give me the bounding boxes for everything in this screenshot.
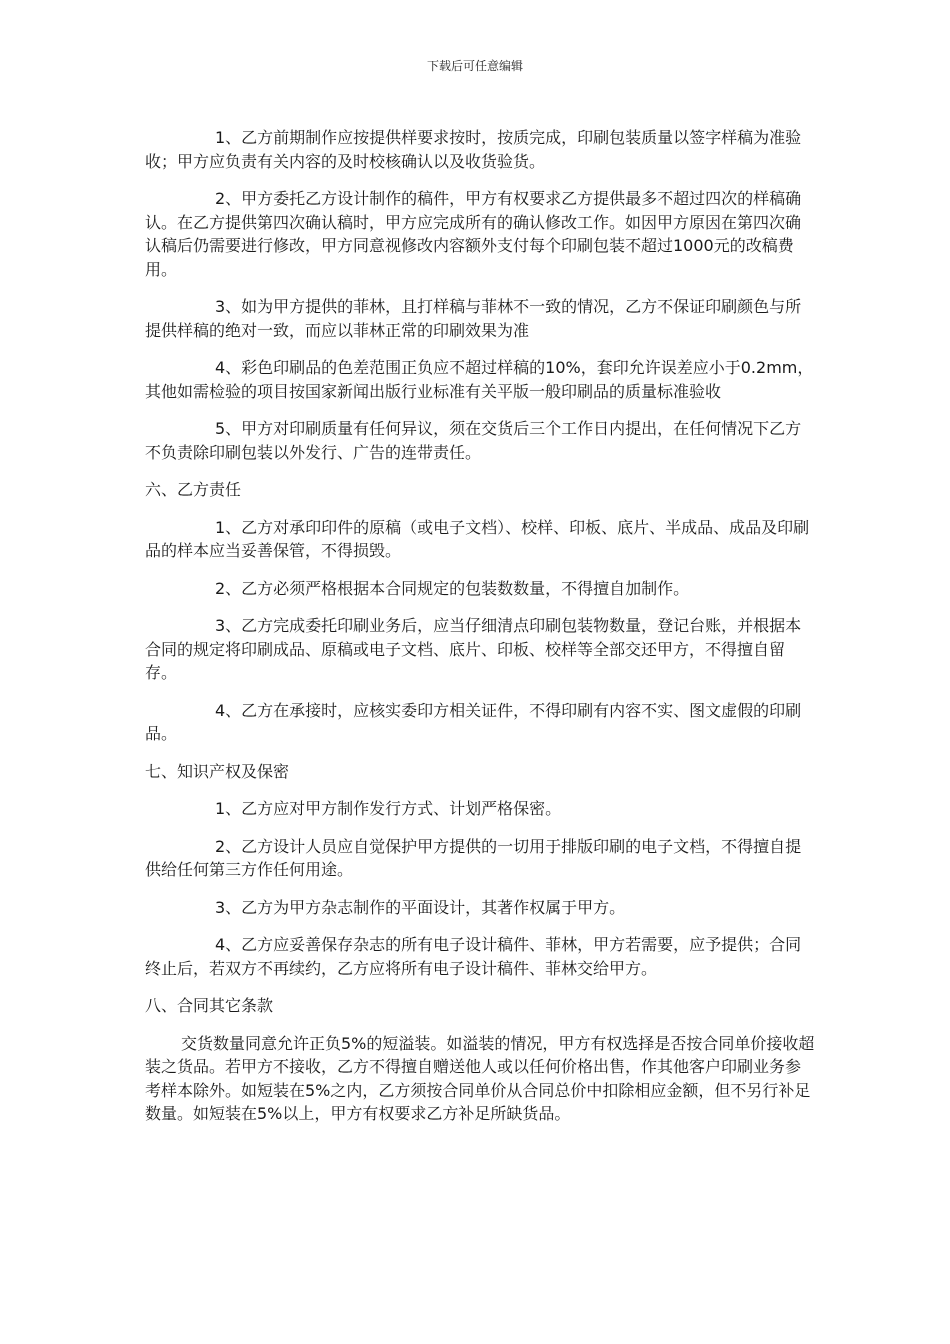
document-body: [145, 126, 815, 1140]
paragraph: 1、乙方对承印印件的原稿（或电子文档）、校样、印板、底片、半成品、成品及印刷品的样本应当妥善保管，不得损毁。: [145, 517, 810, 560]
paragraph: 2、乙方必须严格根据本合同规定的包装数数量，不得擅自加制作。: [215, 578, 690, 598]
paragraph: 1、乙方应对甲方制作发行方式、计划严格保密。: [215, 799, 562, 818]
paragraph: 3、如为甲方提供的菲林，且打样稿与菲林不一致的情况，乙方不保证印刷颜色与所提供样稿的绝对一致，而应以菲林正常的印刷效果为准: [145, 297, 802, 340]
paragraph: 4、乙方应妥善保存杂志的所有电子设计稿件、菲林，甲方若需要，应予提供；合同终止后，若双方不再续约，乙方应将所有电子设计稿件、菲林交给甲方。: [145, 935, 802, 978]
paragraph: 2、甲方委托乙方设计制作的稿件，甲方有权要求乙方提供最多不超过四次的样稿确认。在乙方提供第四次确认稿时，甲方应完成所有的确认修改工作。如因甲方原因在第四次确认稿后仍需要进行修改，甲方同意视修改内容额外支付每个印刷包装不超过1000元的改稿费用。: [145, 189, 802, 279]
paragraph: 3、乙方为甲方杂志制作的平面设计，其著作权属于甲方。: [215, 897, 626, 917]
section-heading: 六、乙方责任: [145, 480, 242, 499]
paragraph: 4、彩色印刷品的色差范围正负应不超过样稿的10%，套印允许误差应小于0.2mm，其他如需检验的项目按国家新闻出版行业标准有关平版一般印刷品的质量标准验收: [145, 358, 814, 401]
paragraph: 5、甲方对印刷质量有任何异议，须在交货后三个工作日内提出，在任何情况下乙方不负责除印刷包装以外发行、广告的连带责任。: [145, 419, 802, 462]
paragraph: 3、乙方完成委托印刷业务后，应当仔细清点印刷包装物数量，登记台账，并根据本合同的规定将印刷成品、原稿或电子文档、底片、印板、校样等全部交还甲方，不得擅自留存。: [145, 616, 802, 682]
section-heading: 七、知识产权及保密: [145, 761, 290, 781]
paragraph: 1、乙方前期制作应按提供样要求按时，按质完成，印刷包装质量以签字样稿为准验收；甲方应负责有关内容的及时校核确认以及收货验货。: [145, 128, 802, 171]
section-heading: 八、合同其它条款: [145, 996, 274, 1015]
paragraph: 交货数量同意允许正负5%的短溢装。如溢装的情况，甲方有权选择是否按合同单价接收超装之货品。若甲方不接收，乙方不得擅自赠送他人或以任何价格出售，作其他客户印刷业务参考样本除外。如短装在5%之内，乙方须按合同单价从合同总价中扣除相应金额，但不另行补足数量。如短装在5%以上，甲方有权要求乙方补足所缺货品。: [145, 1033, 815, 1123]
paragraph: 4、乙方在承接时，应核实委印方相关证件，不得印刷有内容不实、图文虚假的印刷品。: [145, 700, 802, 743]
paragraph: 2、乙方设计人员应自觉保护甲方提供的一切用于排版印刷的电子文档，不得擅自提供给任何第三方作任何用途。: [145, 836, 802, 879]
page-header: 下载后可任意编辑: [426, 59, 523, 73]
